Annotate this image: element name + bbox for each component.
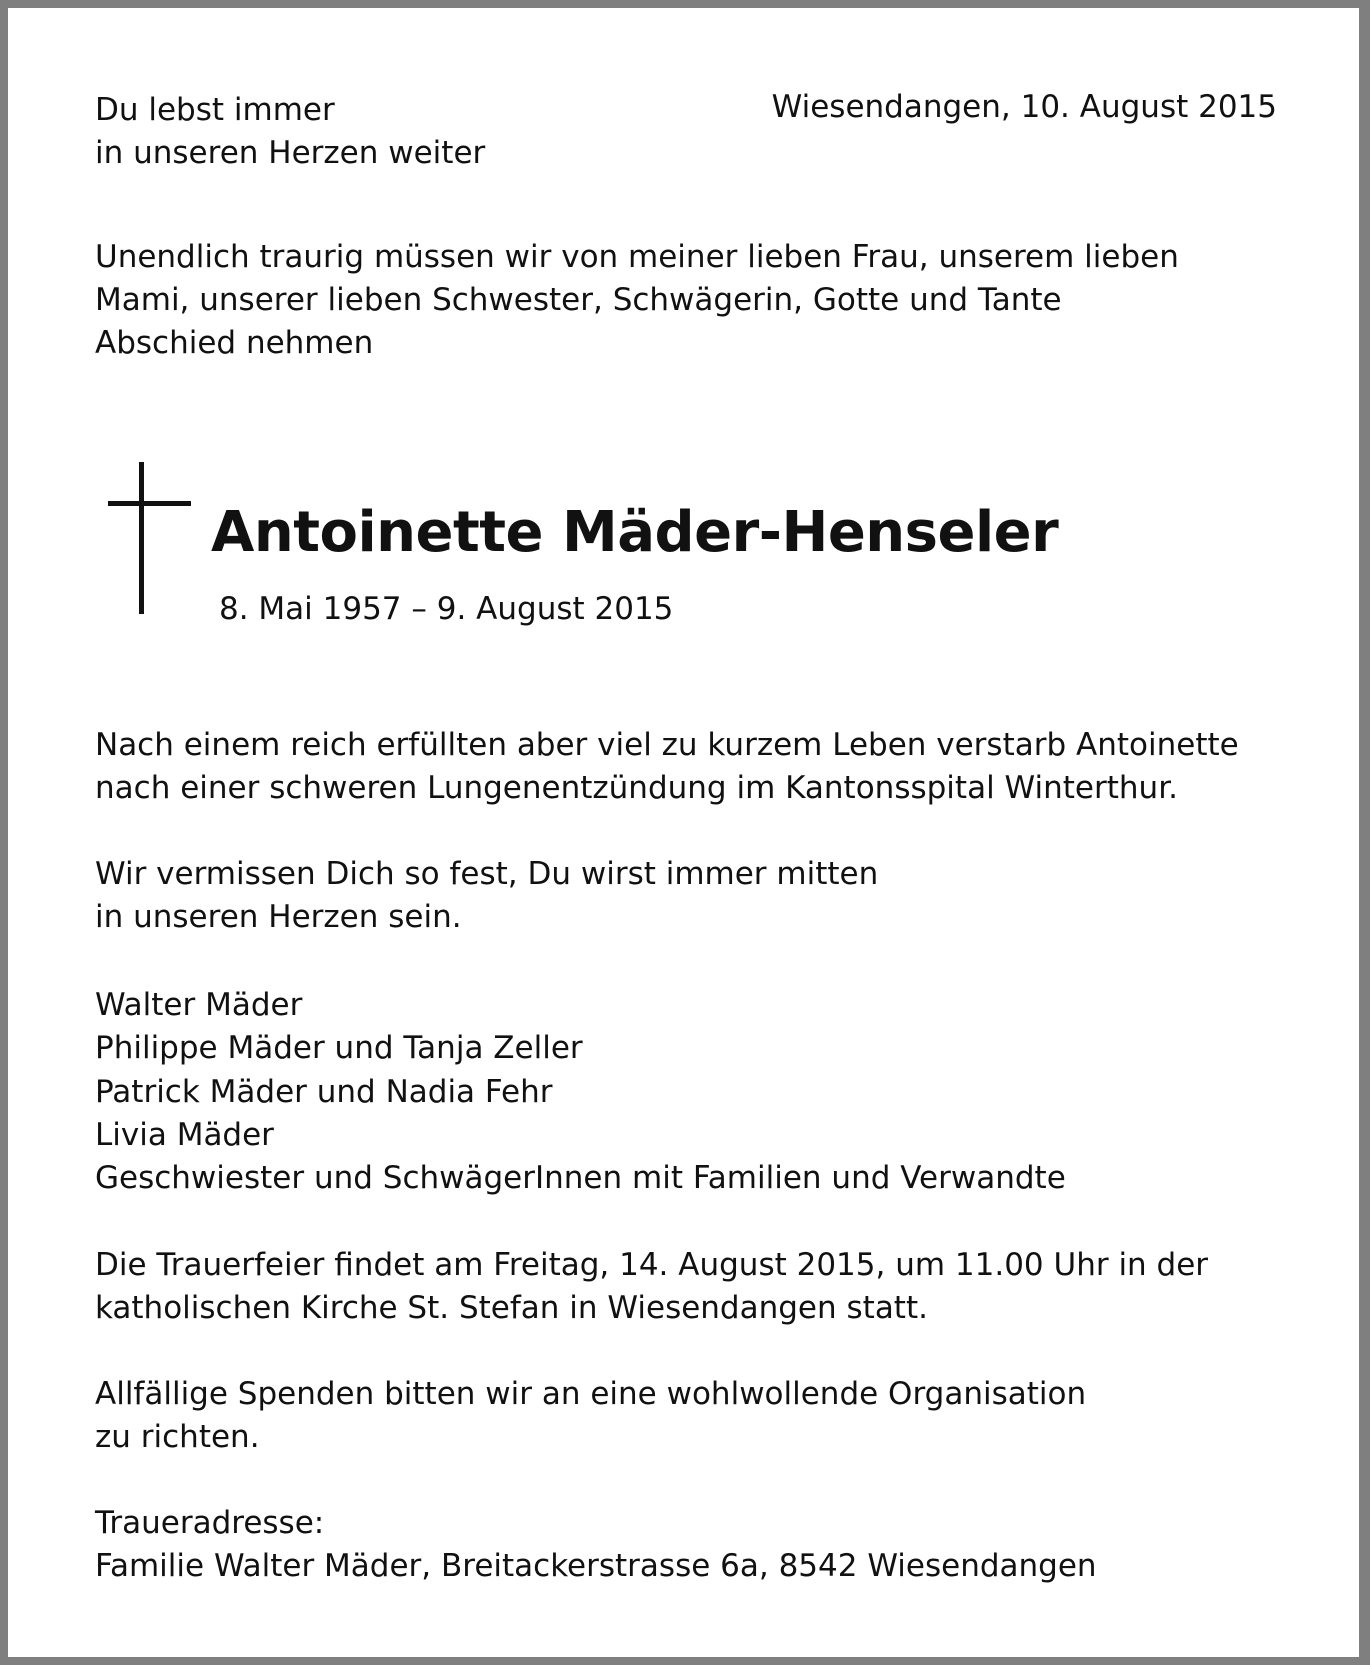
mourner-item: Patrick Mäder und Nadia Fehr [95,1074,553,1110]
intro-line-2: Mami, unserer lieben Schwester, Schwägerin, Gotte und Tante [95,282,1062,318]
deceased-name: Antoinette Mäder-Henseler [211,500,1059,565]
body-para-1-line-2: nach einer schweren Lungenentzündung im Kantonsspital Winterthur. [95,770,1178,806]
deceased-dates: 8. Mai 1957 – 9. August 2015 [219,591,674,627]
body-para-1-line-1: Nach einem reich erfüllten aber viel zu kurzem Leben verstarb Antoinette [95,727,1239,763]
place-date: Wiesendangen, 10. August 2015 [771,89,1277,125]
body-para-2-line-2: in unseren Herzen sein. [95,899,462,935]
cross-icon-bar [108,501,191,506]
mourner-item: Walter Mäder [95,987,303,1023]
cross-icon [139,462,144,614]
address-label: Traueradresse: [95,1505,325,1541]
mourner-item: Livia Mäder [95,1117,274,1153]
donations-line-2: zu richten. [95,1419,260,1455]
service-line-1: Die Trauerfeier findet am Freitag, 14. August 2015, um 11.00 Uhr in der [95,1247,1209,1283]
mourner-item: Philippe Mäder und Tanja Zeller [95,1030,583,1066]
intro-line-3: Abschied nehmen [95,325,374,361]
address-value: Familie Walter Mäder, Breitackerstrasse 6a, 8542 Wiesendangen [95,1548,1097,1584]
donations-line-1: Allfällige Spenden bitten wir an eine wohlwollende Organisation [95,1376,1087,1412]
motto-line-1: Du lebst immer [95,92,335,128]
intro-line-1: Unendlich traurig müssen wir von meiner lieben Frau, unserem lieben [95,239,1179,275]
motto-line-2: in unseren Herzen weiter [95,135,486,171]
mourner-item: Geschwiester und SchwägerInnen mit Familien und Verwandte [95,1160,1066,1196]
body-para-2-line-1: Wir vermissen Dich so fest, Du wirst immer mitten [95,856,879,892]
service-line-2: katholischen Kirche St. Stefan in Wiesendangen statt. [95,1290,928,1326]
